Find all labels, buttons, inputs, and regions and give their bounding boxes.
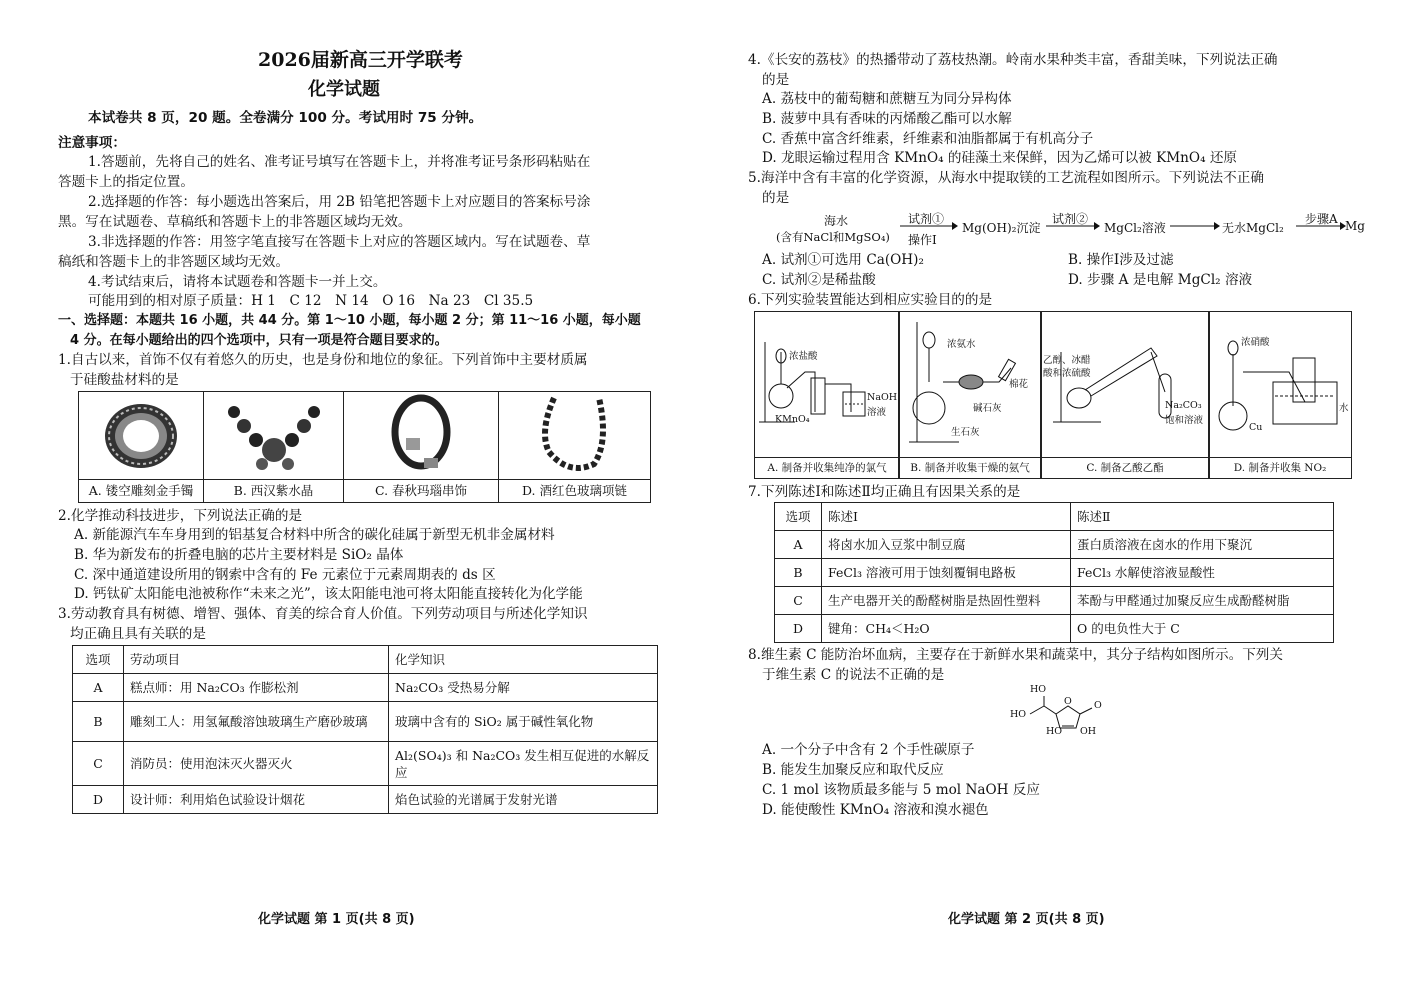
table-header: 陈述Ⅱ (1071, 503, 1334, 531)
table-cell: A (73, 674, 124, 702)
table-cell: C (775, 587, 822, 615)
exam-info: 本试卷共 8 页，20 题。全卷满分 100 分。考试用时 75 分钟。 (88, 110, 483, 126)
note-line: 1.答题前，先将自己的姓名、准考证号填写在答题卡上，并将准考证号条形码粘贴在 (88, 154, 591, 170)
flow-product1: Mg(OH)₂沉淀 (962, 221, 1041, 235)
q2-option-d: D. 钙钛矿太阳能电池被称作“未来之光”，该太阳能电池可将太阳能直接转化为化学能 (74, 586, 583, 602)
q1-option-c: C. 春秋玛瑙串饰 (344, 479, 498, 502)
q1-option-b: B. 西汉紫水晶 (204, 479, 343, 502)
q5-stem: 5.海洋中含有丰富的化学资源，从海水中提取镁的工艺流程如图所示。下列说法不正确 (748, 170, 1264, 186)
label-reagents: 乙醇、冰醋 (1043, 355, 1091, 366)
q1-stem-cont: 于硅酸盐材料的是 (70, 372, 179, 388)
q7-stem: 7.下列陈述Ⅰ和陈述Ⅱ均正确且有因果关系的是 (748, 484, 1021, 500)
subject-title: 化学试题 (308, 79, 380, 100)
table-cell: 蛋白质溶液在卤水的作用下聚沉 (1071, 531, 1334, 559)
struct-label-oh: OH (1080, 726, 1097, 737)
label-soda-lime: 碱石灰 (973, 403, 1002, 414)
q3-stem: 3.劳动教育具有树德、增智、强体、育美的综合育人价值。下列劳动项目与所述化学知识 (58, 606, 588, 622)
table-row (73, 702, 658, 742)
label-na2co3: Na₂CO₃ (1165, 400, 1202, 411)
q4-option-b: B. 菠萝中具有香味的丙烯酸乙酯可以水解 (762, 111, 1012, 127)
flow-operation1: 操作Ⅰ (908, 233, 937, 247)
page-2 (748, 0, 1365, 983)
q6-apparatus-b (898, 311, 1042, 479)
table-cell: D (73, 786, 124, 814)
table-cell: 生产电器开关的酚醛树脂是热固性塑料 (822, 587, 1071, 615)
table-row (775, 587, 1334, 615)
q1-option-a: A. 镂空雕刻金手镯 (79, 479, 203, 502)
table-row (775, 559, 1334, 587)
table-cell: 苯酚与甲醛通过加聚反应生成酚醛树脂 (1071, 587, 1334, 615)
q2-option-a: A. 新能源汽车车身用到的铝基复合材料中所含的碳化硅属于新型无机非金属材料 (74, 527, 555, 543)
table-header-row (775, 503, 1334, 531)
table-cell: FeCl₃ 水解使溶液显酸性 (1071, 559, 1334, 587)
q2-option-c: C. 深中通道建设所用的钢索中含有的 Fe 元素位于元素周期表的 ds 区 (74, 567, 496, 583)
label-naoh: NaOH (867, 392, 898, 403)
q1-option-b-box (203, 391, 344, 503)
flow-seawater-note: (含有NaCl和MgSO₄) (776, 230, 890, 244)
flow-seawater: 海水 (824, 214, 849, 228)
flow-product3: 无水MgCl₂ (1222, 221, 1284, 235)
table-cell: 设计师：利用焰色试验设计烟花 (124, 786, 389, 814)
glass-necklace-image (499, 392, 650, 480)
q2-option-b: B. 华为新发布的折叠电脑的芯片主要材料是 SiO₂ 晶体 (74, 547, 404, 563)
crystal-necklace-image (204, 392, 343, 480)
note-line: 稿纸和答题卡上的非答题区域均无效。 (58, 254, 290, 270)
section1-heading-cont: 4 分。在每小题给出的四个选项中，只有一项是符合题目要求的。 (70, 333, 448, 348)
label-kmno4: KMnO₄ (775, 414, 810, 425)
table-cell: 焰色试验的光谱属于发射光谱 (389, 786, 658, 814)
table-cell: 键角：CH₄＜H₂O (822, 615, 1071, 643)
table-header: 选项 (73, 646, 124, 674)
notes-heading: 注意事项： (58, 135, 126, 151)
q6-caption-b: B. 制备并收集干燥的氨气 (899, 457, 1041, 478)
table-cell: FeCl₃ 溶液可用于蚀刻覆铜电路板 (822, 559, 1071, 587)
q1-stem: 1.自古以来，首饰不仅有着悠久的历史，也是身份和地位的象征。下列首饰中主要材质属 (58, 352, 588, 368)
table-header: 陈述Ⅰ (822, 503, 1071, 531)
q8-option-c: C. 1 mol 该物质最多能与 5 mol NaOH 反应 (762, 782, 1040, 798)
q1-option-d-box (498, 391, 651, 503)
table-cell: Na₂CO₃ 受热易分解 (389, 674, 658, 702)
q1-option-a-box (78, 391, 204, 503)
label-conc-nitric: 浓硝酸 (1241, 337, 1270, 348)
q3-stem-cont: 均正确且具有关联的是 (70, 626, 206, 642)
q2-stem: 2.化学推动科技进步，下列说法正确的是 (58, 508, 303, 524)
table-header: 劳动项目 (124, 646, 389, 674)
q4-option-a: A. 荔枝中的葡萄糖和蔗糖互为同分异构体 (762, 91, 1012, 107)
struct-label-ho-bottom: HO (1046, 726, 1063, 737)
chlorine-apparatus-image (755, 312, 899, 456)
q8-stem: 8.维生素 C 能防治坏血病，主要存在于新鲜水果和蔬菜中，其分子结构如图所示。下列关 (748, 647, 1283, 663)
label-solution: 溶液 (867, 407, 887, 418)
table-header-row (73, 646, 658, 674)
table-cell: Al₂(SO₄)₃ 和 Na₂CO₃ 发生相互促进的水解反应 (389, 742, 658, 786)
vitamin-c-structure (1004, 684, 1114, 740)
q5-stem-cont: 的是 (762, 190, 790, 206)
q1-option-d: D. 酒红色玻璃项链 (499, 479, 650, 502)
table-row (775, 531, 1334, 559)
q7-table (774, 502, 1334, 643)
q8-option-b: B. 能发生加聚反应和取代反应 (762, 762, 944, 778)
label-quicklime: 生石灰 (951, 427, 980, 438)
q4-option-c: C. 香蕉中富含纤维素，纤维素和油脂都属于有机高分子 (762, 131, 1094, 147)
table-cell: 糕点师：用 Na₂CO₃ 作膨松剂 (124, 674, 389, 702)
table-cell: D (775, 615, 822, 643)
q5-option-b: B. 操作Ⅰ涉及过滤 (1068, 252, 1174, 268)
table-row (73, 742, 658, 786)
q4-stem: 4.《长安的荔枝》的热播带动了荔枝热潮。岭南水果种类丰富，香甜美味，下列说法正确 (748, 52, 1278, 68)
flow-stepA: 步骤A (1305, 212, 1338, 226)
note-line: 答题卡上的指定位置。 (58, 174, 194, 190)
exam-title: 2026届新高三开学联考 (258, 49, 463, 71)
table-cell: A (775, 531, 822, 559)
agate-string-image (344, 392, 498, 480)
q8-stem-cont: 于维生素 C 的说法不正确的是 (762, 667, 945, 683)
bracelet-image (79, 392, 203, 480)
note-line: 黑。写在试题卷、草稿纸和答题卡上的非答题区域均无效。 (58, 214, 412, 230)
arrow-icon (1044, 216, 1100, 232)
table-cell: 消防员：使用泡沫灭火器灭火 (124, 742, 389, 786)
table-row (73, 674, 658, 702)
table-row (73, 786, 658, 814)
flow-product4: Mg (1345, 219, 1365, 233)
note-line: 2.选择题的作答：每小题选出答案后，用 2B 铅笔把答题卡上对应题目的答案标号涂 (88, 194, 591, 210)
note-line: 4.考试结束后，请将本试题卷和答题卡一并上交。 (88, 274, 387, 290)
page-footer: 化学试题 第 2 页(共 8 页) (948, 912, 1105, 927)
struct-label-ho-left: HO (1010, 709, 1027, 720)
q1-option-c-box (343, 391, 499, 503)
table-cell: 雕刻工人：用氢氟酸溶蚀玻璃生产磨砂玻璃 (124, 702, 389, 742)
struct-label-carbonyl-o: O (1094, 700, 1102, 711)
q3-table (72, 645, 658, 814)
table-cell: B (73, 702, 124, 742)
label-cotton: 棉花 (1009, 379, 1029, 390)
flow-product2: MgCl₂溶液 (1104, 221, 1166, 235)
table-cell: O 的电负性大于 C (1071, 615, 1334, 643)
q4-stem-cont: 的是 (762, 72, 790, 88)
table-cell: 将卤水加入豆浆中制豆腐 (822, 531, 1071, 559)
q4-option-d: D. 龙眼运输过程用含 KMnO₄ 的硅藻土来保鲜，因为乙烯可以被 KMnO₄ 还原 (762, 150, 1238, 166)
table-cell: 玻璃中含有的 SiO₂ 属于碱性氧化物 (389, 702, 658, 742)
table-cell: B (775, 559, 822, 587)
q5-option-a: A. 试剂①可选用 Ca(OH)₂ (762, 252, 924, 268)
page-footer: 化学试题 第 1 页(共 8 页) (258, 912, 415, 927)
flow-reagent2: 试剂② (1052, 212, 1089, 226)
q6-apparatus-a (754, 311, 900, 479)
flow-reagent1: 试剂① (908, 212, 945, 226)
q5-option-c: C. 试剂②是稀盐酸 (762, 272, 876, 288)
label-cu: Cu (1249, 422, 1263, 433)
q8-option-a: A. 一个分子中含有 2 个手性碳原子 (762, 742, 975, 758)
q6-stem: 6.下列实验装置能达到相应实验目的的是 (748, 292, 993, 308)
struct-label-ring-o: O (1064, 696, 1072, 707)
label-conc-hcl: 浓盐酸 (789, 351, 818, 362)
no2-apparatus-image (1209, 312, 1351, 456)
q8-option-d: D. 能使酸性 KMnO₄ 溶液和溴水褪色 (762, 802, 989, 818)
label-reagents-cont: 酸和浓硫酸 (1043, 368, 1091, 379)
table-header: 选项 (775, 503, 822, 531)
arrow-icon (1168, 216, 1220, 232)
page-1 (58, 0, 670, 983)
label-conc-ammonia: 浓氨水 (947, 339, 976, 350)
arrow-icon (898, 216, 958, 232)
section1-heading: 一、选择题：本题共 16 小题，共 44 分。第 1～10 小题，每小题 2 分；第 11～16 小题，每小题 (58, 313, 641, 328)
label-saturated: 饱和溶液 (1165, 415, 1204, 426)
arrow-icon (1294, 216, 1346, 232)
q6-caption-d: D. 制备并收集 NO₂ (1209, 457, 1351, 478)
struct-label-ho-top: HO (1030, 684, 1047, 695)
atomic-masses: 可能用到的相对原子质量：H 1 C 12 N 14 O 16 Na 23 Cl 35.5 (88, 293, 534, 309)
q6-caption-c: C. 制备乙酸乙酯 (1041, 457, 1209, 478)
q5-option-d: D. 步骤 A 是电解 MgCl₂ 溶液 (1068, 272, 1253, 288)
table-header: 化学知识 (389, 646, 658, 674)
table-cell: C (73, 742, 124, 786)
q6-caption-a: A. 制备并收集纯净的氯气 (755, 457, 899, 478)
q6-apparatus-c (1040, 311, 1210, 479)
ester-apparatus-image (1041, 312, 1209, 456)
q6-apparatus-d (1208, 311, 1352, 479)
table-row (775, 615, 1334, 643)
note-line: 3.非选择题的作答：用签字笔直接写在答题卡上对应的答题区域内。写在试题卷、草 (88, 234, 591, 250)
label-water: 水 (1339, 403, 1349, 414)
